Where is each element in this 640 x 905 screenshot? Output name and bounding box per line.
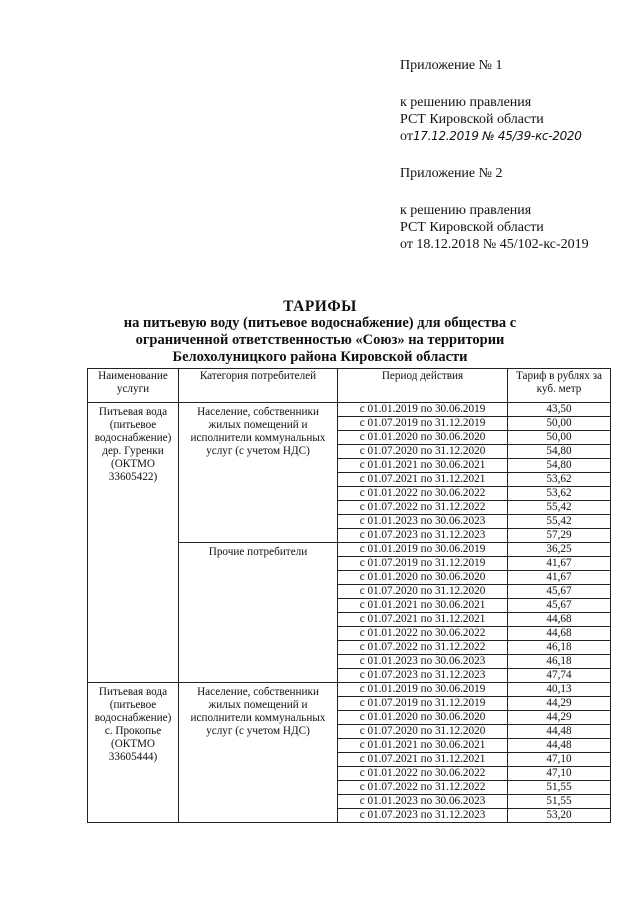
appendix-2-line-2: РСТ Кировской области — [400, 220, 544, 235]
period-cell: с 01.07.2023 по 31.12.2023 — [338, 809, 508, 823]
period-cell: с 01.07.2019 по 31.12.2019 — [338, 697, 508, 711]
tariff-cell: 47,10 — [508, 753, 611, 767]
tariff-cell: 47,10 — [508, 767, 611, 781]
tariff-cell: 55,42 — [508, 501, 611, 515]
period-cell: с 01.01.2021 по 30.06.2021 — [338, 599, 508, 613]
period-cell: с 01.01.2023 по 30.06.2023 — [338, 795, 508, 809]
tariff-cell: 47,74 — [508, 669, 611, 683]
tariff-cell: 45,67 — [508, 599, 611, 613]
appendix-1-handwritten-date-number: 17.12.2019 № 45/39-кс-2020 — [412, 129, 582, 143]
tariff-cell: 53,62 — [508, 487, 611, 501]
service-name-cell: Питьевая вода (питьевое водоснабжение) с. Прокопье (ОКТМО 33605444) — [88, 683, 179, 823]
tariff-cell: 44,48 — [508, 739, 611, 753]
period-cell: с 01.07.2022 по 31.12.2022 — [338, 641, 508, 655]
period-cell: с 01.01.2021 по 30.06.2021 — [338, 459, 508, 473]
consumer-category-cell: Население, собственники жилых помещений и исполнители коммунальных услуг (с учетом НДС) — [179, 403, 338, 543]
tariff-cell: 44,68 — [508, 627, 611, 641]
tariff-cell: 43,50 — [508, 403, 611, 417]
tariff-cell: 45,67 — [508, 585, 611, 599]
document-title — [0, 298, 640, 366]
tariff-cell: 53,20 — [508, 809, 611, 823]
title-line-3: ограниченной ответственностью «Союз» на территории — [135, 332, 505, 348]
tariff-cell: 53,62 — [508, 473, 611, 487]
tariff-table — [87, 368, 611, 823]
table-row — [88, 403, 611, 417]
tariff-cell: 46,18 — [508, 641, 611, 655]
period-cell: с 01.01.2020 по 30.06.2020 — [338, 571, 508, 585]
tariff-cell: 46,18 — [508, 655, 611, 669]
appendix-1-date-prefix: от — [400, 129, 413, 144]
tariff-cell: 54,80 — [508, 459, 611, 473]
header-period: Период действия — [338, 369, 508, 403]
tariff-cell: 41,67 — [508, 571, 611, 585]
period-cell: с 01.07.2023 по 31.12.2023 — [338, 529, 508, 543]
header-service: Наименование услуги — [88, 369, 179, 403]
tariff-cell: 50,00 — [508, 417, 611, 431]
table-row — [88, 683, 611, 697]
service-name-cell: Питьевая вода (питьевое водоснабжение) дер. Гуренки (ОКТМО 33605422) — [88, 403, 179, 683]
tariff-cell: 51,55 — [508, 795, 611, 809]
period-cell: с 01.07.2022 по 31.12.2022 — [338, 501, 508, 515]
title-line-4: Белохолуницкого района Кировской области — [172, 349, 468, 365]
tariff-cell: 44,48 — [508, 725, 611, 739]
tariff-cell: 44,68 — [508, 613, 611, 627]
period-cell: с 01.01.2023 по 30.06.2023 — [338, 515, 508, 529]
title-line-1: ТАРИФЫ — [283, 298, 357, 315]
period-cell: с 01.07.2019 по 31.12.2019 — [338, 417, 508, 431]
period-cell: с 01.01.2019 по 30.06.2019 — [338, 403, 508, 417]
period-cell: с 01.01.2022 по 30.06.2022 — [338, 487, 508, 501]
period-cell: с 01.07.2021 по 31.12.2021 — [338, 753, 508, 767]
period-cell: с 01.01.2023 по 30.06.2023 — [338, 655, 508, 669]
appendix-2-line-1: к решению правления — [400, 203, 532, 218]
table-body — [88, 403, 611, 823]
period-cell: с 01.07.2023 по 31.12.2023 — [338, 669, 508, 683]
tariff-cell: 51,55 — [508, 781, 611, 795]
tariff-cell: 57,29 — [508, 529, 611, 543]
appendix-2-block — [400, 165, 589, 253]
tariff-cell: 44,29 — [508, 711, 611, 725]
period-cell: с 01.07.2020 по 31.12.2020 — [338, 445, 508, 459]
header-category: Категория потребителей — [179, 369, 338, 403]
tariff-cell: 44,29 — [508, 697, 611, 711]
period-cell: с 01.07.2021 по 31.12.2021 — [338, 613, 508, 627]
tariff-cell: 54,80 — [508, 445, 611, 459]
period-cell: с 01.01.2021 по 30.06.2021 — [338, 739, 508, 753]
tariff-cell: 36,25 — [508, 543, 611, 557]
period-cell: с 01.01.2022 по 30.06.2022 — [338, 767, 508, 781]
tariff-cell: 40,13 — [508, 683, 611, 697]
appendix-1-line-1: к решению правления — [400, 95, 532, 110]
period-cell: с 01.01.2020 по 30.06.2020 — [338, 711, 508, 725]
header-tariff: Тариф в рублях за куб. метр — [508, 369, 611, 403]
appendix-2-line-3: от 18.12.2018 № 45/102-кс-2019 — [400, 237, 589, 252]
period-cell: с 01.01.2020 по 30.06.2020 — [338, 431, 508, 445]
title-line-2: на питьевую воду (питьевое водоснабжение) для общества с — [123, 315, 517, 331]
period-cell: с 01.07.2021 по 31.12.2021 — [338, 473, 508, 487]
period-cell: с 01.07.2020 по 31.12.2020 — [338, 585, 508, 599]
appendix-1-title: Приложение № 1 — [400, 58, 503, 73]
period-cell: с 01.01.2019 по 30.06.2019 — [338, 543, 508, 557]
period-cell: с 01.01.2022 по 30.06.2022 — [338, 627, 508, 641]
period-cell: с 01.01.2019 по 30.06.2019 — [338, 683, 508, 697]
consumer-category-cell: Прочие потребители — [179, 543, 338, 683]
period-cell: с 01.07.2022 по 31.12.2022 — [338, 781, 508, 795]
appendix-1-line-3 — [400, 128, 582, 145]
period-cell: с 01.07.2020 по 31.12.2020 — [338, 725, 508, 739]
appendix-1-line-2: РСТ Кировской области — [400, 112, 544, 127]
tariff-cell: 50,00 — [508, 431, 611, 445]
period-cell: с 01.07.2019 по 31.12.2019 — [338, 557, 508, 571]
appendix-1-block — [400, 57, 582, 145]
tariff-cell: 41,67 — [508, 557, 611, 571]
tariff-cell: 55,42 — [508, 515, 611, 529]
appendix-2-title: Приложение № 2 — [400, 166, 503, 181]
table-header-row — [88, 369, 611, 403]
consumer-category-cell: Население, собственники жилых помещений и исполнители коммунальных услуг (с учетом НДС) — [179, 683, 338, 823]
